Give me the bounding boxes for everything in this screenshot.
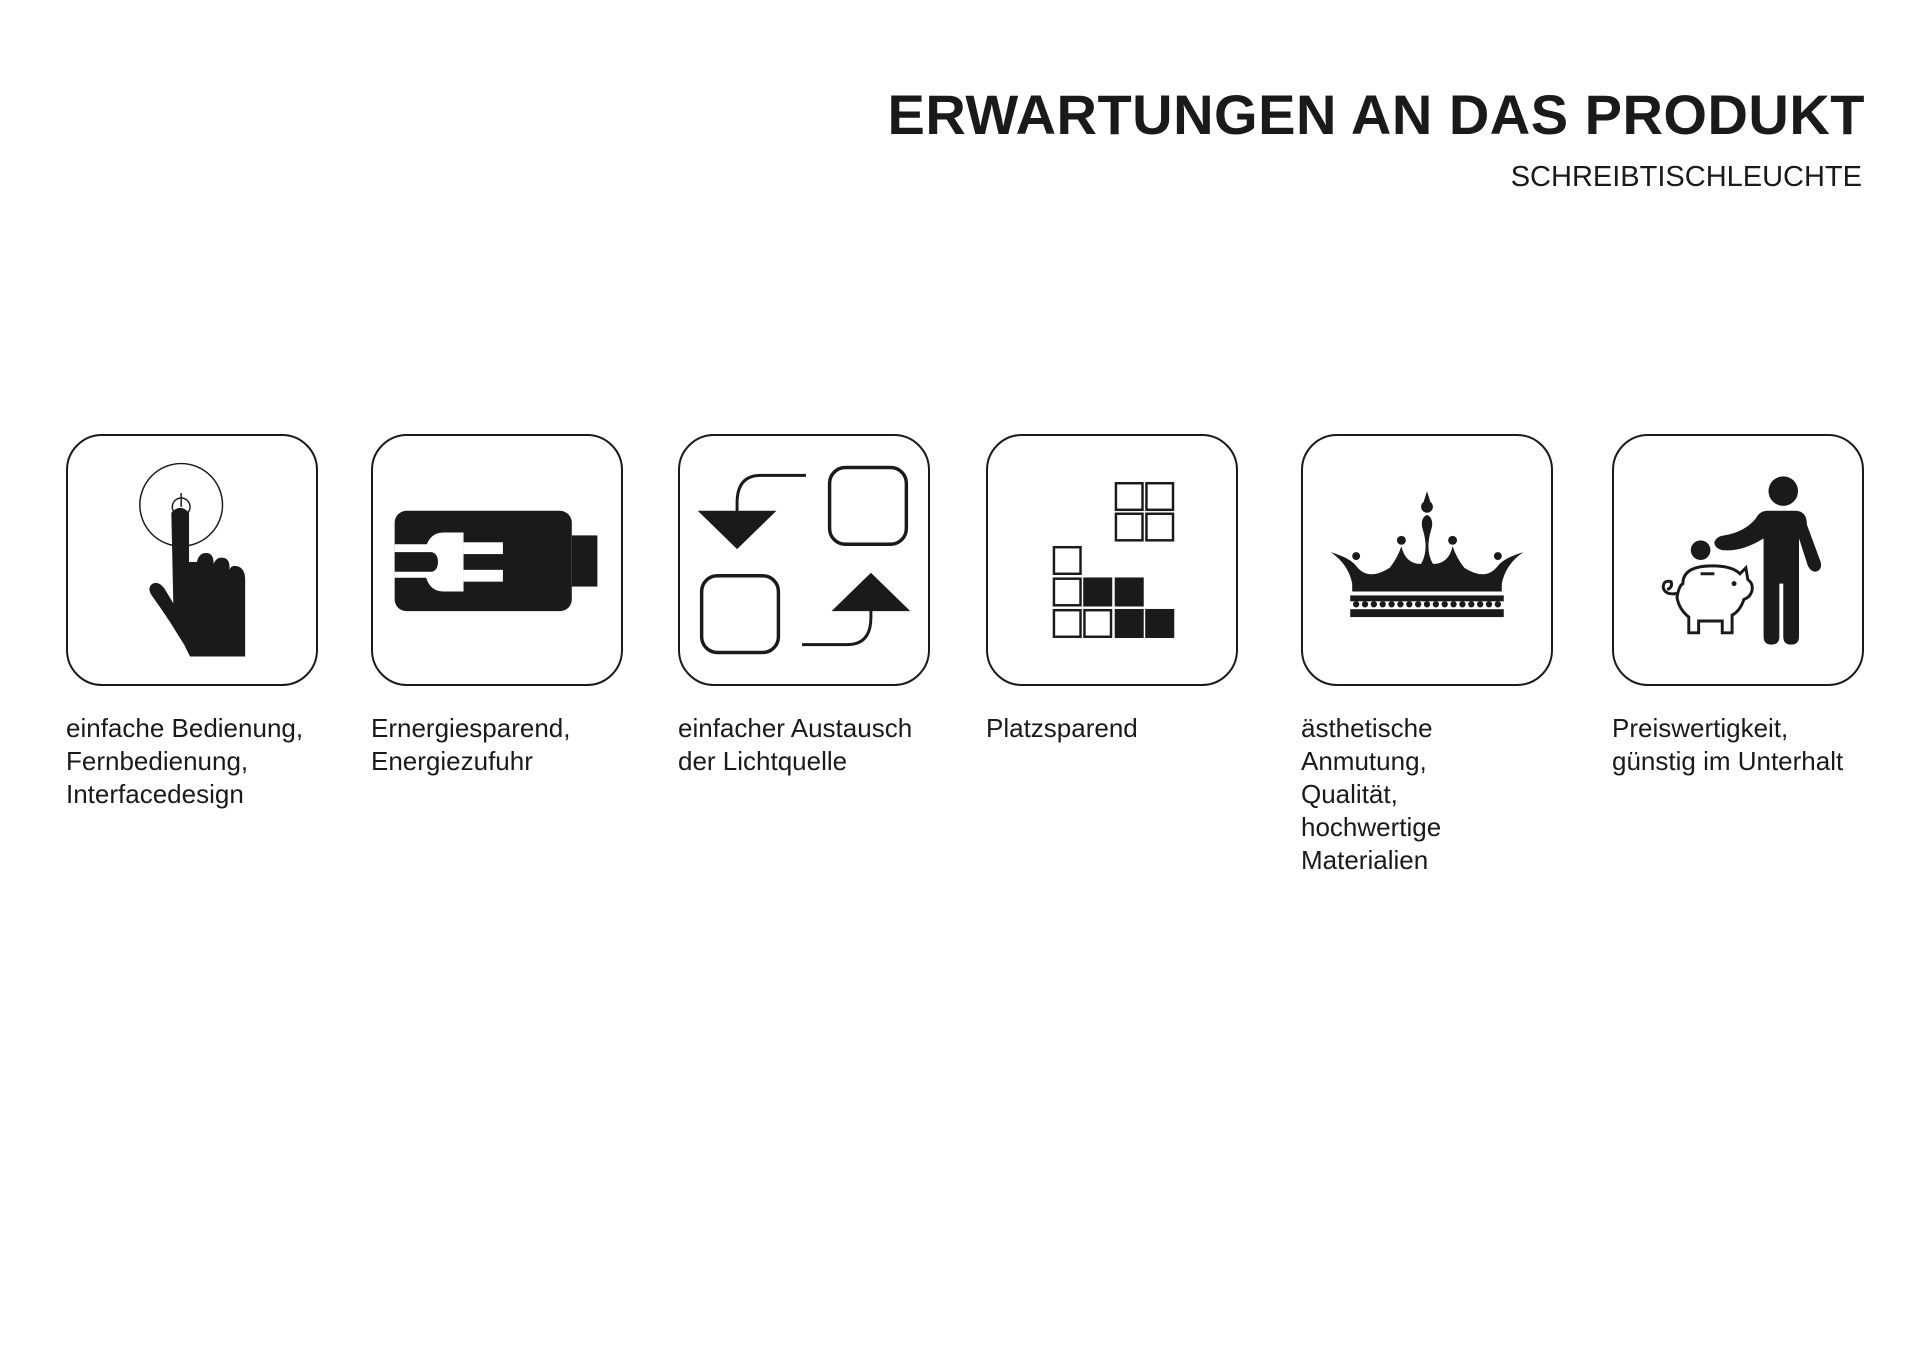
- caption-line: einfacher Austausch: [678, 713, 913, 743]
- icon-frame: [1301, 434, 1553, 686]
- caption-line: ästhetische: [1301, 713, 1433, 743]
- caption-line: Materialien: [1301, 845, 1429, 875]
- caption-line: Ernergiesparend,: [371, 713, 571, 743]
- feature-caption: [678, 712, 934, 778]
- caption-line: günstig im Unterhalt: [1612, 746, 1844, 776]
- caption-line: Platzsparend: [986, 713, 1138, 743]
- caption-line: Preiswertigkeit,: [1612, 713, 1789, 743]
- caption-line: hochwertige: [1301, 812, 1442, 842]
- feature-caption: [986, 712, 1242, 745]
- feature-caption: [371, 712, 627, 778]
- touch-power-icon: [68, 436, 316, 684]
- battery-plug-icon: [373, 436, 621, 684]
- piggy-bank-icon: [1614, 436, 1862, 684]
- caption-line: Energiezufuhr: [371, 746, 533, 776]
- page-subtitle: SCHREIBTISCHLEUCHTE: [1510, 161, 1862, 193]
- feature-card-energie: [371, 434, 627, 778]
- caption-line: Fernbedienung,: [66, 746, 249, 776]
- crown-icon: [1303, 436, 1551, 684]
- feature-card-qualitaet: [1301, 434, 1557, 877]
- blocks-icon: [988, 436, 1236, 684]
- feature-caption: [66, 712, 322, 811]
- feature-card-austausch: [678, 434, 934, 778]
- icon-frame: [1612, 434, 1864, 686]
- icon-frame: [66, 434, 318, 686]
- icon-frame: [678, 434, 930, 686]
- feature-card-preis: [1612, 434, 1868, 778]
- caption-line: Interfacedesign: [66, 779, 244, 809]
- feature-caption: [1612, 712, 1868, 778]
- page-title: ERWARTUNGEN AN DAS PRODUKT: [887, 83, 1865, 146]
- icon-frame: [371, 434, 623, 686]
- feature-card-platz: [986, 434, 1242, 745]
- icon-frame: [986, 434, 1238, 686]
- caption-line: der Lichtquelle: [678, 746, 848, 776]
- feature-card-bedienung: [66, 434, 322, 811]
- caption-line: Anmutung,: [1301, 746, 1427, 776]
- swap-icon: [680, 436, 928, 684]
- caption-line: Qualität,: [1301, 779, 1398, 809]
- caption-line: einfache Bedienung,: [66, 713, 304, 743]
- feature-caption: [1301, 712, 1557, 877]
